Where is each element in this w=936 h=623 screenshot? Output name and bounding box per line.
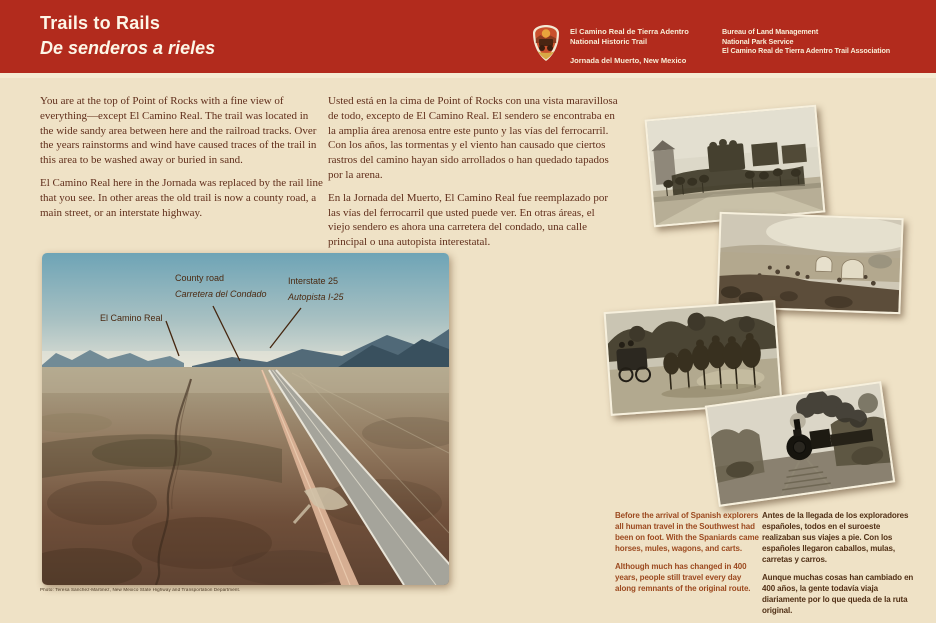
footnote-es-paragraph-1: Antes de la llegada de los exploradores españoles, todos en el suroeste realizaban sus viajes a pie. Con los españoles llegaron caballos, mulas, carretas y carros. [762, 511, 909, 564]
header-band [0, 0, 936, 73]
steam-locomotive-image [707, 383, 893, 504]
stagecoach-image [606, 302, 781, 413]
freight-wagons-image [647, 107, 823, 225]
intro-en-paragraph-2: El Camino Real here in the Jornada was replaced by the rail line that you see. In other areas the old trail is now a county road, a main street, or an interstate highway. [40, 176, 323, 219]
label-interstate-es: Autopista I-25 [288, 292, 344, 302]
trail-identity [570, 27, 689, 66]
intro-en-paragraph-1: You are at the top of Point of Rocks with a fine view of everything—except El Camino Real. The trail was located in the wide sandy area between here and the railroad tracks. Over the years rainstorms and wind have caused traces of the trail in this area to be washed away or buried in sand. [40, 95, 317, 167]
wagon-caravan-image [718, 214, 901, 312]
freight-wagons-photo [645, 105, 826, 228]
trail-location: Jornada del Muerto, New Mexico [570, 56, 687, 65]
agency-blm: Bureau of Land Management [722, 27, 819, 36]
label-county-en: County road [175, 273, 225, 283]
agency-list [722, 27, 890, 56]
agency-nps: National Park Service [722, 36, 794, 46]
photo-label-interstate [288, 276, 344, 302]
trail-name: El Camino Real de Tierra Adentro [570, 27, 689, 36]
label-interstate-en: Interstate 25 [288, 276, 339, 286]
page-title [40, 13, 215, 59]
header-separator [0, 73, 936, 78]
intro-es-paragraph-1: Usted está en la cima de Point of Rocks con una vista maravillosa de todo, excepto de El Camino Real. El sendero se encontraba en la amplia área arenosa entre este punto y las vías del ferrocarril. Con los años, las tormentas y el viento han causado que ciertos rastros del camino hayan sido arrollados o han quedado tapados por la arena. [328, 95, 618, 181]
aerial-photo-image [42, 253, 449, 585]
label-camino-text: El Camino Real [100, 313, 163, 323]
photo-credit: Photo: Teresa Sanchez-Martinez, New Mexico State Highway and Transportation Department. [40, 588, 241, 593]
trail-marker-logo-icon [531, 23, 561, 63]
title-english: Trails to Rails [40, 13, 161, 33]
trail-type: National Historic Trail [570, 36, 648, 46]
footnote-en-paragraph-1: Before the arrival of Spanish explorers all human travel in the Southwest had been on foot. With the Spaniards came horses, mules, wagons, and carts. [615, 511, 759, 553]
agency-association: El Camino Real de Tierra Adentro Trail Association [722, 46, 891, 55]
photo-label-county-road [175, 273, 267, 299]
aerial-photo [42, 253, 449, 585]
photo-label-el-camino-real [100, 313, 163, 323]
label-county-es: Carretera del Condado [175, 289, 267, 299]
footnote-es-paragraph-2: Aunque muchas cosas han cambiado en 400 años, la gente todavía viaja diariamente por lo que queda de la ruta original. [762, 573, 914, 615]
title-spanish: De senderos a rieles [40, 38, 216, 58]
footnote-english [615, 510, 761, 601]
intro-spanish [328, 94, 618, 258]
footnote-en-paragraph-2: Although much has changed in 400 years, people still travel every day along remnants of the original route. [615, 562, 751, 593]
intro-english [40, 94, 323, 228]
intro-es-paragraph-2: En la Jornada del Muerto, El Camino Real fue reemplazado por las vías del ferrocarril que usted puede ver. En otras áreas, el viejo sendero es ahora una carretera del condado, una calle principal o una autopista interestatal. [328, 191, 609, 249]
wagon-caravan-photo [716, 212, 903, 314]
footnote-spanish [762, 510, 914, 623]
